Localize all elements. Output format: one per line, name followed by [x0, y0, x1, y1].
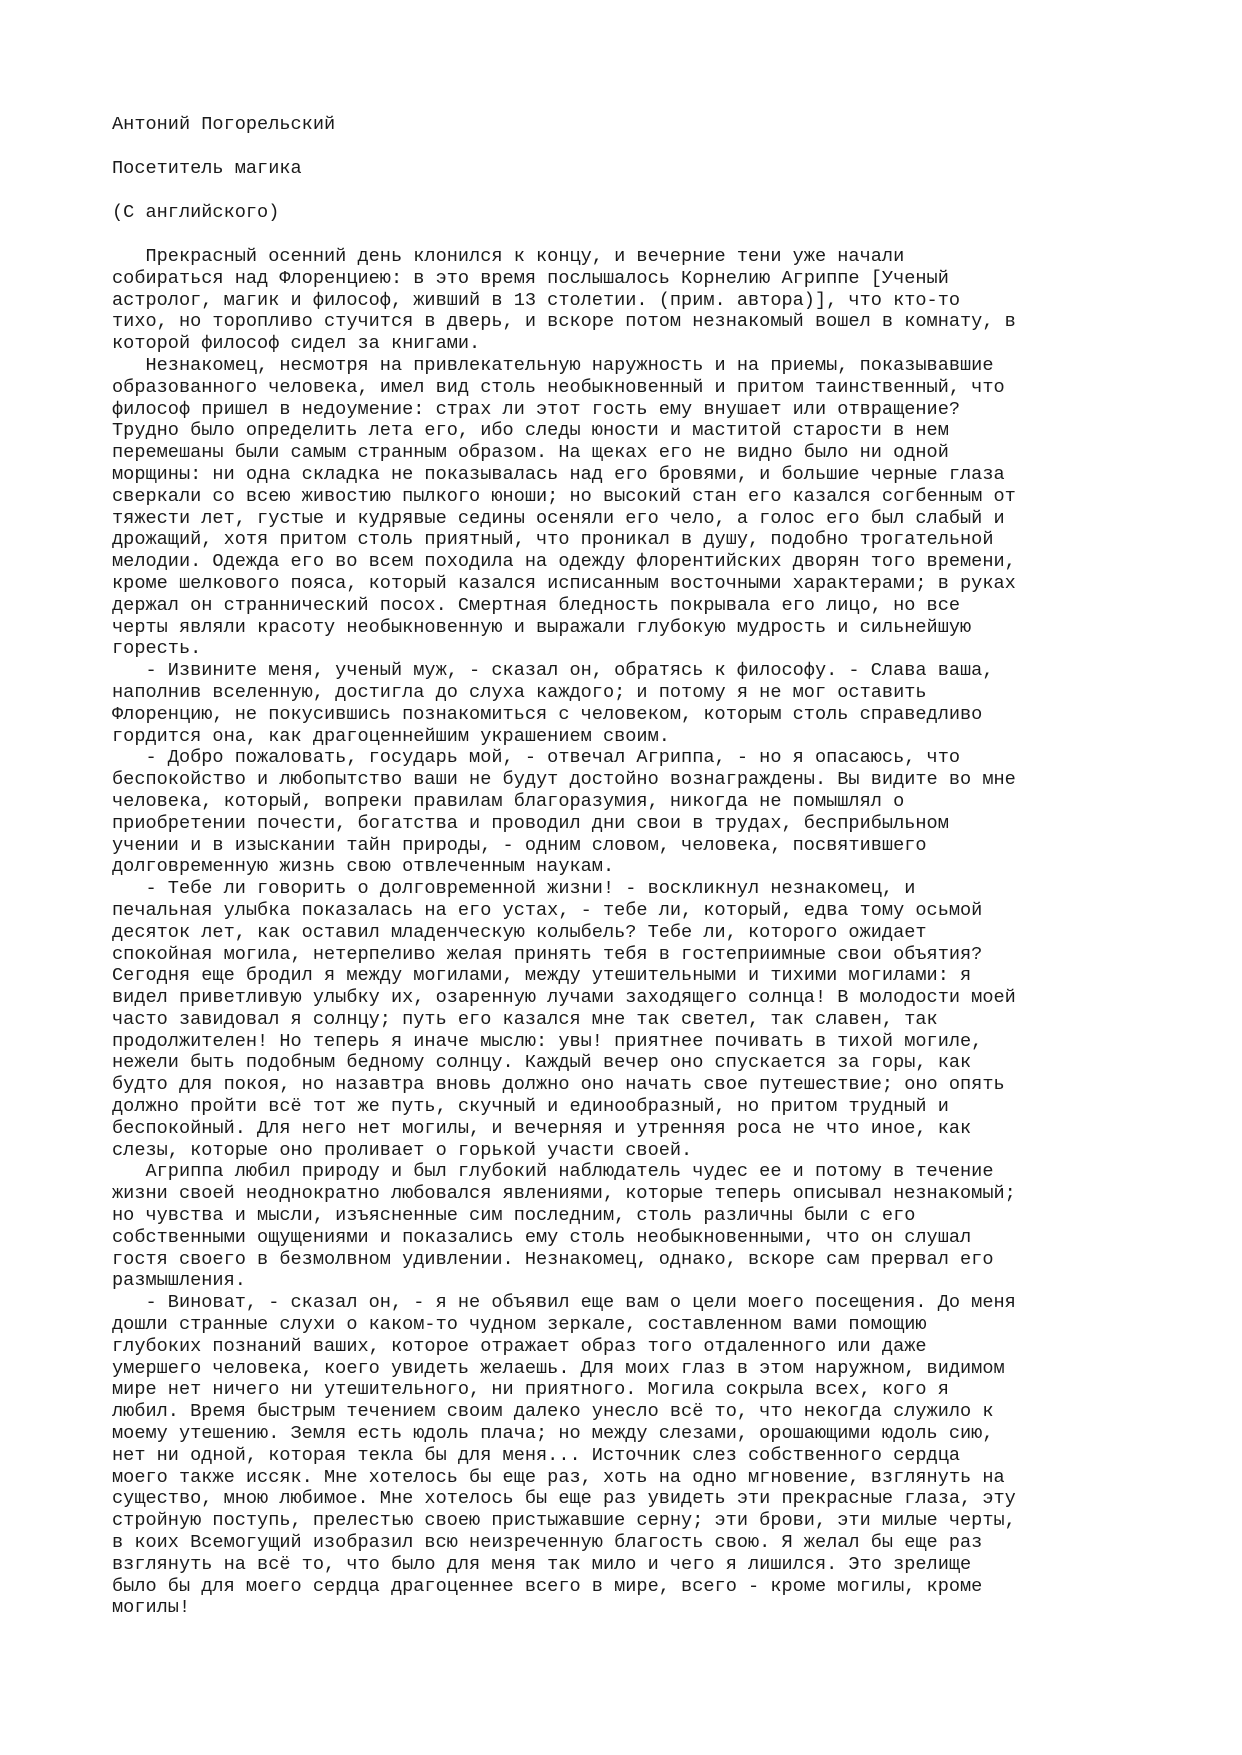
text-line: могилы!: [112, 1597, 191, 1619]
text-line: - Добро пожаловать, государь мой, - отвечал Агриппа, - но я опасаюсь, что: [112, 747, 961, 769]
text-line: кроме шелкового пояса, который казался исписанным восточными характерами; в руках: [112, 572, 1016, 594]
text-line: глубоких познаний ваших, которое отражает образ того отдаленного или даже: [112, 1335, 927, 1357]
text-line: - Тебе ли говорить о долговременной жизни! - воскликнул незнакомец, и: [112, 878, 916, 900]
text-line: дошли странные слухи о каком-то чудном зеркале, составленном вами помощию: [112, 1314, 927, 1336]
text-line: философ пришел в недоумение: страх ли этот гость ему внушает или отвращение?: [112, 398, 961, 420]
text-line: - Виноват, - сказал он, - я не объявил еще вам о цели моего посещения. До меня: [112, 1292, 1016, 1314]
text-line: в коих Всемогущий изобразил всю неизреченную благость свою. Я желал бы еще раз: [112, 1532, 983, 1554]
text-line: десяток лет, как оставил младенческую колыбель? Тебе ли, которого ожидает: [112, 921, 927, 943]
text-line: нет ни одной, которая текла бы для меня... Источник слез собственного сердца: [112, 1444, 961, 1466]
text-line: горесть.: [112, 638, 202, 660]
text-line: тяжести лет, густые и кудрявые седины осеняли его чело, а голос его был слабый и: [112, 507, 1005, 529]
text-line: моему утешению. Земля есть юдоль плача; но между слезами, орошающими юдоль сию,: [112, 1423, 994, 1445]
text-line: Незнакомец, несмотря на привлекательную наружность и на приемы, показывавшие: [112, 354, 994, 376]
story-subtitle: (С английского): [112, 202, 280, 223]
text-line: Прекрасный осенний день клонился к концу, и вечерние тени уже начали: [112, 246, 905, 267]
text-line: Флоренцию, не покусившись познакомиться с человеком, которым столь справедливо: [112, 703, 983, 725]
text-line: учении и в изыскании тайн природы, - одним словом, человека, посвятившего: [112, 834, 927, 856]
text-line: умершего человека, коего увидеть желаешь. Для моих глаз в этом наружном, видимом: [112, 1357, 1005, 1379]
text-line: гордится она, как драгоценнейшим украшением своим.: [112, 725, 670, 747]
text-line: спокойная могила, нетерпеливо желая принять тебя в гостеприимные свои объятия?: [112, 943, 983, 965]
document-page: [112, 114, 1132, 1619]
text-line: моего также иссяк. Мне хотелось бы еще раз, хоть на одно мгновение, взглянуть на: [112, 1466, 1005, 1488]
text-line: - Извините меня, ученый муж, - сказал он, обратясь к философу. - Слава ваша,: [112, 660, 994, 682]
text-line: размышления.: [112, 1270, 246, 1292]
text-line: дрожащий, хотя притом столь приятный, что проникал в душу, подобно трогательной: [112, 529, 994, 551]
text-line: тихо, но торопливо стучится в дверь, и вскоре потом незнакомый вошел в комнату, в: [112, 311, 1016, 333]
text-line: часто завидовал я солнцу; путь его казался мне так светел, так славен, так: [112, 1008, 938, 1030]
text-line: образованного человека, имел вид столь необыкновенный и притом таинственный, что: [112, 376, 1005, 398]
text-line: гостя своего в безмолвном удивлении. Незнакомец, однако, вскоре сам прервал его: [112, 1248, 994, 1270]
text-line: должно пройти всё тот же путь, скучный и единообразный, но притом трудный и: [112, 1096, 949, 1118]
text-line: перемешаны были самым странным образом. На щеках его не видно было ни одной: [112, 442, 949, 464]
text-line: сверкали со всею живостию пылкого юноши; но высокий стан его казался согбенным от: [112, 485, 1016, 507]
text-line: слезы, которые оно проливает о горькой участи своей.: [112, 1139, 693, 1161]
text-line: продолжителен! Но теперь я иначе мыслю: увы! приятнее почивать в тихой могиле,: [112, 1030, 983, 1052]
text-line: астролог, магик и философ, живший в 13 столетии. (прим. автора)], что кто-то: [112, 289, 961, 311]
text-line: Агриппа любил природу и был глубокий наблюдатель чудес ее и потому в течение: [112, 1161, 994, 1183]
text-line: беспокойство и любопытство ваши не будут достойно вознаграждены. Вы видите во мне: [112, 769, 1016, 791]
text-line: стройную поступь, прелестью своею пристыжавшие серну; эти брови, эти милые черты,: [112, 1510, 1016, 1532]
text-line: которой философ сидел за книгами.: [112, 333, 481, 355]
text-line: человека, который, вопреки правилам благоразумия, никогда не помышлял о: [112, 790, 905, 812]
text-line: собираться над Флоренциею: в это время послышалось Корнелию Агриппе [Ученый: [112, 267, 949, 289]
text-line: было бы для моего сердца драгоценнее всего в мире, всего - кроме могилы, кроме: [112, 1575, 983, 1597]
text-line: видел приветливую улыбку их, озаренную лучами заходящего солнца! В молодости моей: [112, 987, 1016, 1009]
text-line: Сегодня еще бродил я между могилами, между утешительными и тихими могилами: я: [112, 965, 972, 987]
text-line: печальная улыбка показалась на его устах, - тебе ли, который, едва тому осьмой: [112, 899, 983, 921]
text-line: будто для покоя, но назавтра вновь должно оно начать свое путешествие; оно опять: [112, 1074, 1005, 1096]
text-line: мелодии. Одежда его во всем походила на одежду флорентийских дворян того времени,: [112, 551, 1016, 573]
text-line: наполнив вселенную, достигла до слуха каждого; и потому я не мог оставить: [112, 681, 927, 703]
story-title: Посетитель магика: [112, 158, 302, 179]
text-line: Трудно было определить лета его, ибо следы юности и маститой старости в нем: [112, 420, 949, 442]
text-line: но чувства и мысли, изъясненные сим последним, столь различны были с его: [112, 1205, 916, 1227]
text-line: беспокойный. Для него нет могилы, и вечерняя и утренняя роса не что иное, как: [112, 1117, 972, 1139]
author-name: Антоний Погорельский: [112, 114, 336, 135]
text-line: мире нет ничего ни утешительного, ни приятного. Могила сокрыла всех, кого я: [112, 1379, 949, 1401]
text-line: существо, мною любимое. Мне хотелось бы еще раз увидеть эти прекрасные глаза, эту: [112, 1488, 1016, 1510]
text-line: морщины: ни одна складка не показывалась над его бровями, и большие черные глаза: [112, 463, 1005, 485]
text-line: долговременную жизнь свою отвлеченным наукам.: [112, 856, 615, 878]
story-body: [112, 246, 1132, 1619]
text-line: нежели быть подобным бедному солнцу. Каждый вечер оно спускается за горы, как: [112, 1052, 972, 1074]
text-line: взглянуть на всё то, что было для меня так мило и чего я лишился. Это зрелище: [112, 1553, 972, 1575]
text-line: держал он страннический посох. Смертная бледность покрывала его лицо, но все: [112, 594, 961, 616]
text-line: жизни своей неоднократно любовался явлениями, которые теперь описывал незнакомый;: [112, 1183, 1016, 1205]
text-line: черты являли красоту необыкновенную и выражали глубокую мудрость и сильнейшую: [112, 616, 972, 638]
text-line: любил. Время быстрым течением своим далеко унесло всё то, что некогда служило к: [112, 1401, 994, 1423]
text-line: собственными ощущениями и показались ему столь необыкновенными, что он слушал: [112, 1226, 972, 1248]
text-line: приобретении почести, богатства и проводил дни свои в трудах, бесприбыльном: [112, 812, 949, 834]
